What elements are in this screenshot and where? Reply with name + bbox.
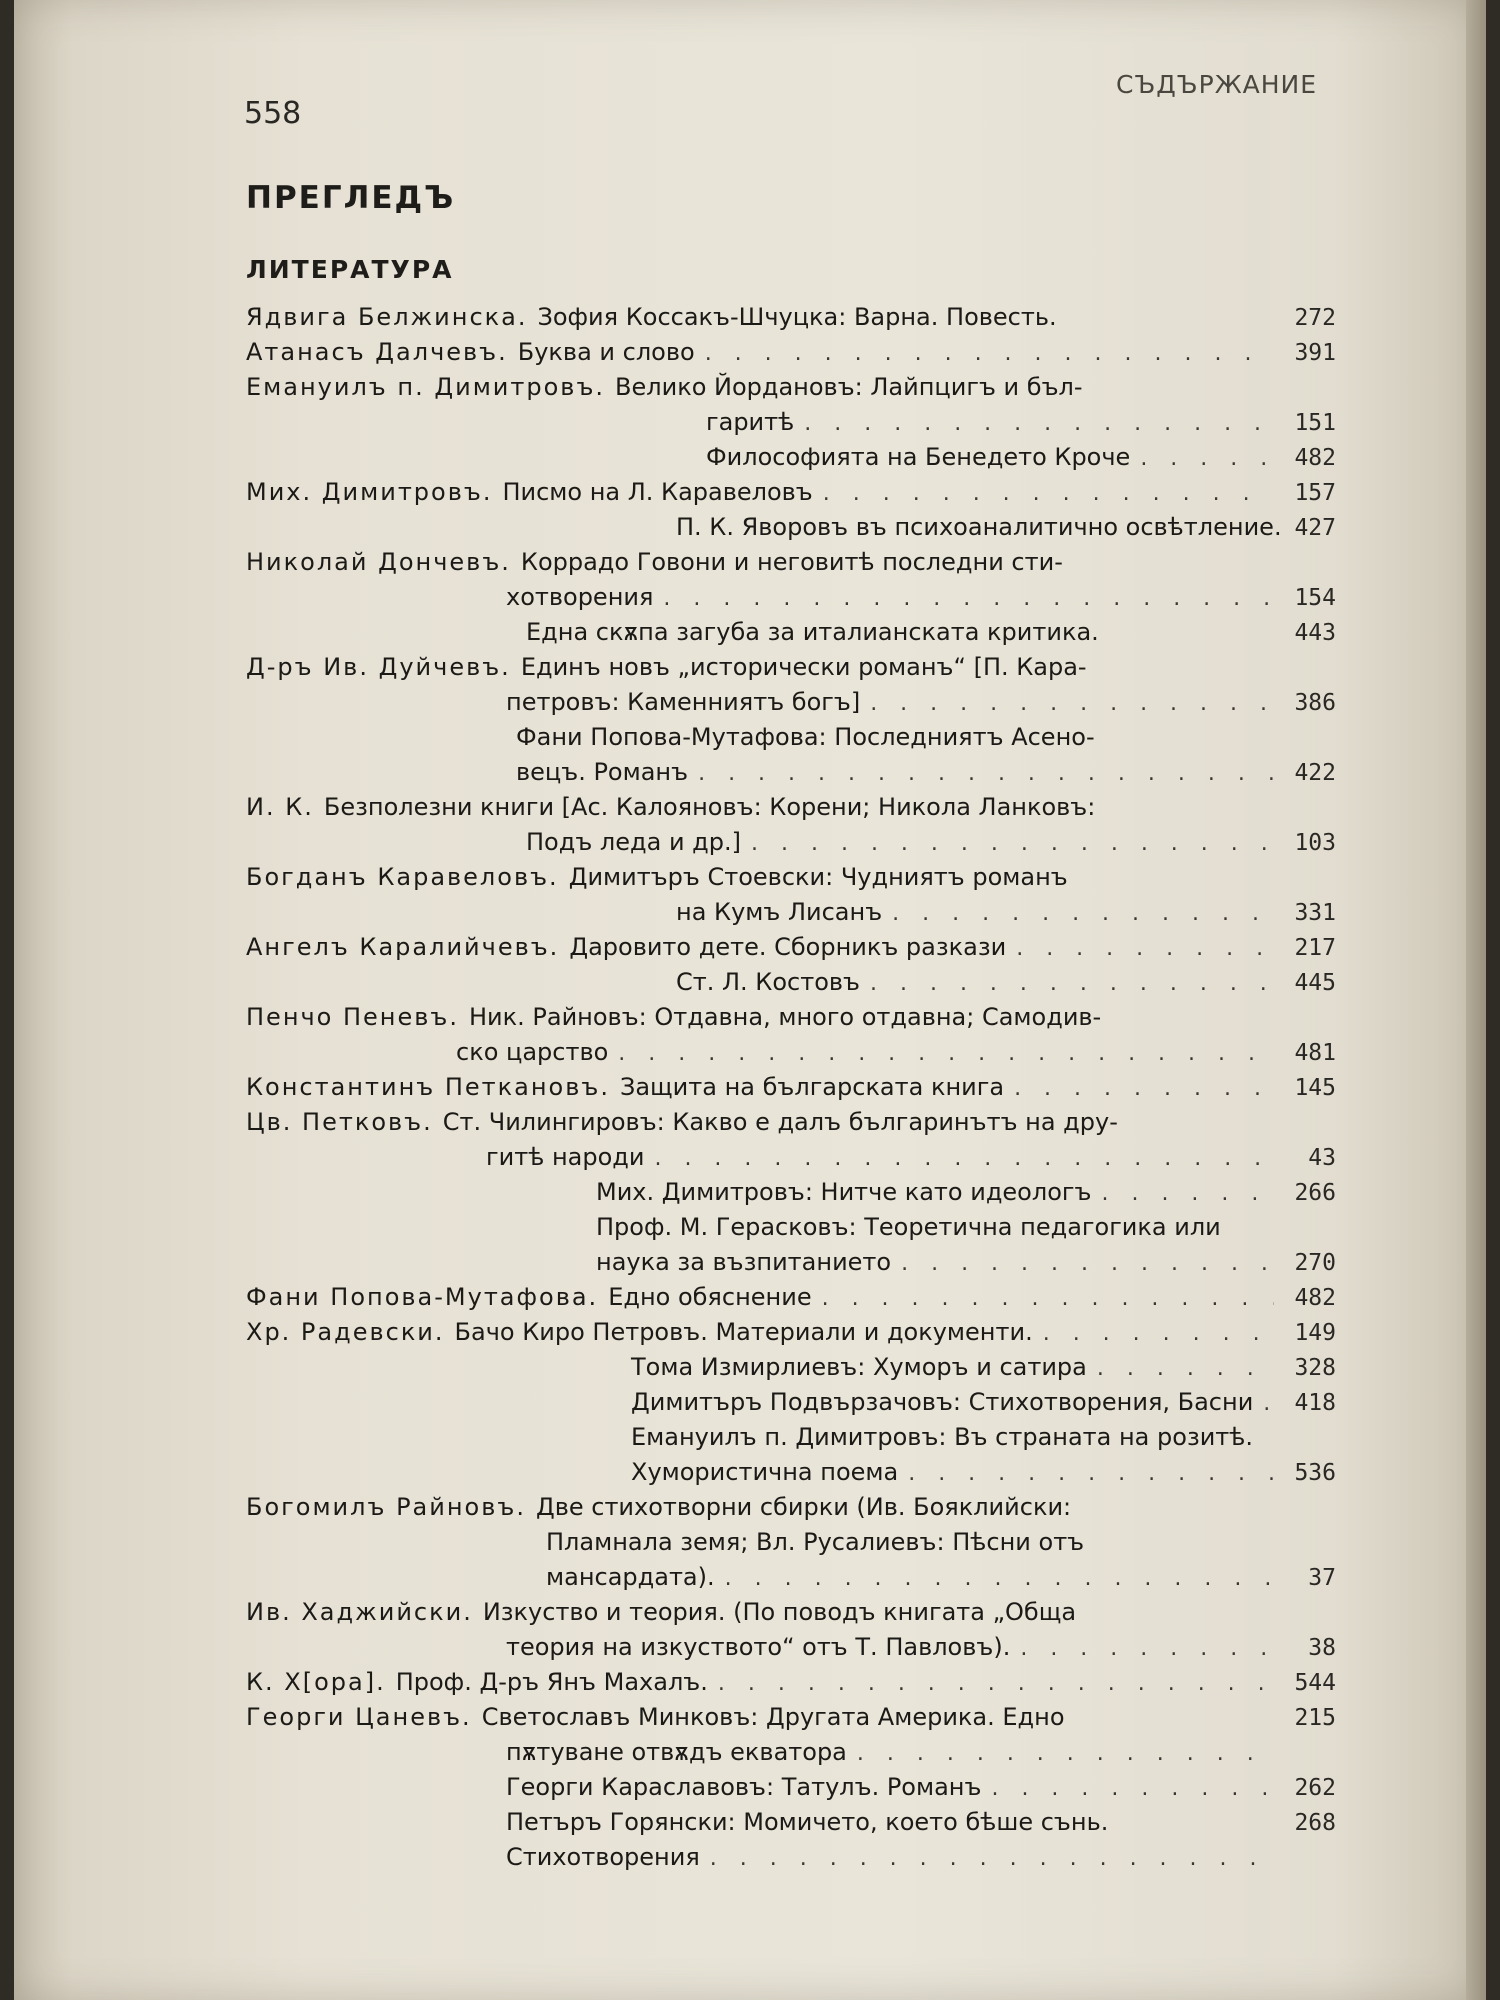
toc-entry — [246, 1315, 1336, 1350]
entry-title: Димитъръ Стоевски: Чудниятъ романъ — [568, 863, 1068, 891]
entry-title: Едно обяснение — [608, 1283, 812, 1311]
toc-entry — [246, 1595, 1336, 1665]
entry-title: Фани Попова-Мутафова: Последниятъ Асено- — [516, 723, 1095, 751]
entry-author: К. Х[ора]. — [246, 1668, 386, 1696]
toc-entry — [246, 510, 1336, 545]
entry-title: Проф. М. Герасковъ: Теоретична педагогика или — [596, 1213, 1221, 1241]
toc-entry — [246, 1385, 1336, 1420]
entry-title: Една скѫпа загуба за италианската критика. — [526, 618, 1099, 646]
entry-title: Бачо Киро Петровъ. Материали и документи. — [454, 1318, 1033, 1346]
entry-title: Мих. Димитровъ: Нитче като идеологъ — [596, 1178, 1092, 1206]
toc-entry — [246, 475, 1336, 510]
entry-page: 422 — [1294, 760, 1336, 786]
toc-entry — [246, 1490, 1336, 1595]
entry-page: 481 — [1294, 1040, 1336, 1066]
entry-title: Тома Измирлиевъ: Хуморъ и сатира — [631, 1353, 1087, 1381]
entry-title: Две стихотворни сбирки (Ив. Бояклийски: — [535, 1493, 1072, 1521]
entry-title: Безполезни книги [Ас. Калояновъ: Корени; Никола Ланковъ: — [323, 793, 1096, 821]
entry-title-cont: гитѣ народи — [486, 1143, 645, 1171]
entry-page: 215 — [1294, 1705, 1336, 1731]
entry-page: 157 — [1294, 480, 1336, 506]
entry-author: И. К. — [246, 793, 314, 821]
entry-page: 482 — [1294, 1285, 1336, 1311]
entry-page: 270 — [1294, 1250, 1336, 1276]
entry-title: Емануилъ п. Димитровъ: Въ страната на розитѣ. — [631, 1423, 1254, 1451]
entry-page: 151 — [1294, 410, 1336, 436]
entry-page: 154 — [1294, 585, 1336, 611]
entry-title: Ст. Л. Костовъ — [676, 968, 860, 996]
entry-author: Георги Цаневъ. — [246, 1703, 472, 1731]
entry-page: 536 — [1294, 1460, 1336, 1486]
entry-author: Богданъ Каравеловъ. — [246, 863, 559, 891]
section-title: ПРЕГЛЕДЪ — [246, 180, 456, 216]
toc-entry — [246, 335, 1336, 370]
entry-page: 37 — [1308, 1565, 1336, 1591]
entry-author: Ядвига Белжинска. — [246, 303, 528, 331]
toc-entry — [246, 545, 1336, 615]
entry-title: Светославъ Минковъ: Другата Америка. Едно — [481, 1703, 1065, 1731]
entry-page: 482 — [1294, 445, 1336, 471]
entry-title: Димитъръ Подвързачовъ: Стихотворения, Басни — [631, 1388, 1254, 1416]
table-of-contents — [246, 300, 1336, 1875]
toc-entry — [246, 615, 1336, 650]
entry-title-cont: ско царство — [456, 1038, 609, 1066]
toc-entry — [246, 1210, 1336, 1280]
entry-page: 418 — [1294, 1390, 1336, 1416]
entry-page: 149 — [1294, 1320, 1336, 1346]
toc-entry — [246, 1000, 1336, 1070]
toc-entry — [246, 1805, 1336, 1875]
entry-page: 38 — [1308, 1635, 1336, 1661]
entry-page: 272 — [1294, 305, 1336, 331]
entry-title-cont: хотворения — [506, 583, 654, 611]
entry-page: 427 — [1294, 515, 1336, 541]
toc-entry — [246, 1770, 1336, 1805]
entry-title: Ник. Райновъ: Отдавна, много отдавна; Самодив- — [469, 1003, 1102, 1031]
entry-page: 103 — [1294, 830, 1336, 856]
entry-title-cont: пѫтуване отвѫдъ екватора — [506, 1738, 847, 1766]
entry-title-cont: на Кумъ Лисанъ — [676, 898, 883, 926]
entry-title-cont: вецъ. Романъ — [516, 758, 689, 786]
entry-title: Зофия Коссакъ-Шчуцка: Варна. Повесть. — [537, 303, 1057, 331]
entry-author: Д-ръ Ив. Дуйчевъ. — [246, 653, 511, 681]
toc-entry — [246, 1280, 1336, 1315]
toc-entry — [246, 1175, 1336, 1210]
entry-title-cont: гаритѣ — [706, 408, 795, 436]
entry-page: 544 — [1294, 1670, 1336, 1696]
toc-entry — [246, 790, 1336, 860]
toc-entry — [246, 440, 1336, 475]
entry-title: Георги Караславовъ: Татулъ. Романъ — [506, 1773, 982, 1801]
entry-page: 443 — [1294, 620, 1336, 646]
entry-author: Фани Попова-Мутафова. — [246, 1283, 599, 1311]
entry-title-cont: Стихотворения — [506, 1843, 700, 1871]
page-number: 558 — [244, 96, 302, 131]
entry-author: Ангелъ Каралийчевъ. — [246, 933, 560, 961]
toc-entry — [246, 650, 1336, 720]
entry-title-cont: мансардата). — [546, 1563, 715, 1591]
entry-title-cont: наука за възпитанието — [596, 1248, 892, 1276]
entry-page: 391 — [1294, 340, 1336, 366]
subsection-title: ЛИТЕРАТУРА — [246, 255, 454, 284]
entry-title-cont: Пламнала земя; Вл. Русалиевъ: Пѣсни отъ — [546, 1528, 1085, 1556]
entry-page: 445 — [1294, 970, 1336, 996]
toc-entry — [246, 1665, 1336, 1700]
entry-title: Философията на Бенедето Кроче — [706, 443, 1131, 471]
entry-page: 262 — [1294, 1775, 1336, 1801]
entry-title: Петъръ Горянски: Момичето, което бѣше сънь. — [506, 1808, 1109, 1836]
entry-author: Николай Дончевъ. — [246, 548, 511, 576]
toc-entry — [246, 965, 1336, 1000]
entry-author: Хр. Радевски. — [246, 1318, 445, 1346]
entry-page: 331 — [1294, 900, 1336, 926]
entry-author: Богомилъ Райновъ. — [246, 1493, 526, 1521]
entry-title: Коррадо Говони и неговитѣ последни сти- — [520, 548, 1063, 576]
entry-author: Пенчо Пеневъ. — [246, 1003, 459, 1031]
entry-author: Мих. Димитровъ. — [246, 478, 493, 506]
book-spine — [1466, 0, 1486, 2000]
entry-author: Цв. Петковъ. — [246, 1108, 433, 1136]
toc-entry — [246, 1350, 1336, 1385]
toc-entry — [246, 1700, 1336, 1770]
entry-author: Емануилъ п. Димитровъ. — [246, 373, 606, 401]
book-page — [14, 0, 1480, 2000]
entry-page: 386 — [1294, 690, 1336, 716]
toc-entry — [246, 930, 1336, 965]
toc-entry — [246, 720, 1336, 790]
entry-page: 43 — [1308, 1145, 1336, 1171]
toc-entry — [246, 300, 1336, 335]
entry-author: Ив. Хаджийски. — [246, 1598, 473, 1626]
toc-entry — [246, 1420, 1336, 1490]
entry-title: Писмо на Л. Каравеловъ — [502, 478, 813, 506]
entry-page: 145 — [1294, 1075, 1336, 1101]
entry-title: Изкуство и теория. (По поводъ книгата „Обща — [482, 1598, 1077, 1626]
entry-title: Проф. Д-ръ Янъ Махалъ. — [395, 1668, 708, 1696]
entry-page: 266 — [1294, 1180, 1336, 1206]
entry-title: Велико Йордановъ: Лайпцигъ и бъл- — [615, 373, 1083, 401]
entry-title-cont: теория на изкуството“ отъ Т. Павловъ). — [506, 1633, 1011, 1661]
entry-title: П. К. Яворовъ въ психоаналитично освѣтление. — [676, 513, 1282, 541]
entry-title-cont: петровъ: Каменниятъ богъ] — [506, 688, 861, 716]
toc-entry — [246, 1105, 1336, 1175]
entry-page: 328 — [1294, 1355, 1336, 1381]
entry-title-cont: Хумористична поема — [631, 1458, 899, 1486]
entry-title: Буква и слово — [517, 338, 695, 366]
entry-page: 217 — [1294, 935, 1336, 961]
entry-page: 268 — [1294, 1810, 1336, 1836]
entry-title: Единъ новъ „исторически романъ“ [П. Кара- — [520, 653, 1087, 681]
entry-title: Даровито дете. Сборникъ разкази — [569, 933, 1007, 961]
entry-title-cont: Подъ леда и др.] — [526, 828, 741, 856]
running-title: СЪДЪРЖАНИЕ — [1116, 70, 1318, 99]
toc-entry — [246, 1070, 1336, 1105]
entry-title: Защита на българската книга — [619, 1073, 1005, 1101]
entry-author: Атанасъ Далчевъ. — [246, 338, 508, 366]
entry-author: Константинъ Петкановъ. — [246, 1073, 610, 1101]
toc-entry — [246, 860, 1336, 930]
entry-title: Ст. Чилингировъ: Какво е далъ българинътъ на дру- — [442, 1108, 1118, 1136]
toc-entry — [246, 370, 1336, 440]
